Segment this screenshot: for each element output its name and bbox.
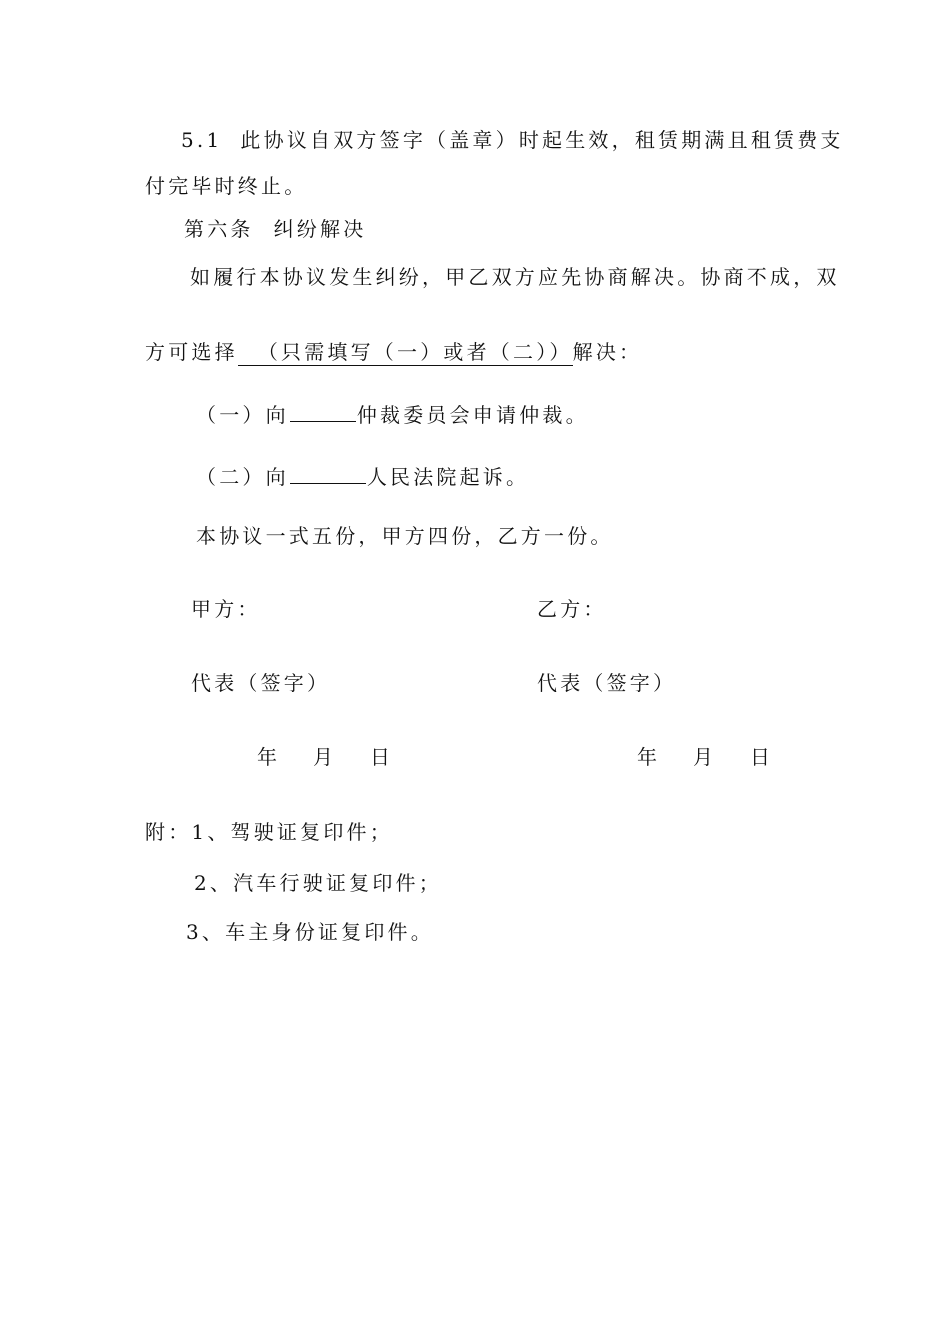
clause-5-1-line1 (181, 126, 844, 154)
option-arbitration (196, 399, 589, 429)
attachment-item-3: 3、车主身份证复印件。 (186, 920, 434, 944)
party-b-representative: 代表（签字） (537, 671, 677, 695)
attachment-item-2: 2、汽车行驶证复印件； (194, 871, 442, 895)
option-1-suffix: 仲裁委员会申请仲裁。 (356, 403, 589, 427)
choice-fill-field[interactable]: （只需填写（一）或者（二）） (238, 340, 573, 366)
party-b-date-year: 年 (637, 745, 657, 769)
clause-text: 此协议自双方签字（盖章）时起生效，租赁期满且租赁费支 (240, 128, 844, 152)
article-number: 第六条 (184, 217, 254, 241)
attachment-item-1: 附：1、驾驶证复印件； (145, 820, 393, 844)
choice-suffix: 解决： (572, 340, 643, 364)
clause-5-1-line2: 付完毕时终止。 (145, 174, 308, 198)
clause-number: 5.1 (181, 128, 223, 152)
party-a-label: 甲方： (191, 597, 261, 621)
party-b-date-month: 月 (693, 745, 713, 769)
option-2-suffix: 人民法院起诉。 (366, 465, 530, 489)
option-1-prefix: （一）向 (196, 403, 289, 427)
dispute-para-line2 (145, 338, 642, 366)
article-title: 纠纷解决 (273, 217, 367, 241)
arbitration-commission-blank[interactable] (290, 399, 356, 422)
party-b-date-day: 日 (750, 745, 770, 769)
dispute-para-line1: 如履行本协议发生纠纷，甲乙双方应先协商解决。协商不成，双 (190, 265, 840, 289)
party-a-date-year: 年 (257, 745, 277, 769)
article-6-heading (184, 215, 366, 243)
choice-prefix: 方可选择 (145, 340, 238, 364)
option-court (196, 461, 529, 491)
party-a-date-day: 日 (370, 745, 390, 769)
party-b-label: 乙方： (537, 597, 607, 621)
copies-statement: 本协议一式五份，甲方四份，乙方一份。 (196, 524, 614, 548)
option-2-prefix: （二）向 (196, 465, 289, 489)
party-a-date-month: 月 (313, 745, 333, 769)
court-name-blank[interactable] (290, 461, 366, 484)
party-a-representative: 代表（签字） (191, 671, 331, 695)
